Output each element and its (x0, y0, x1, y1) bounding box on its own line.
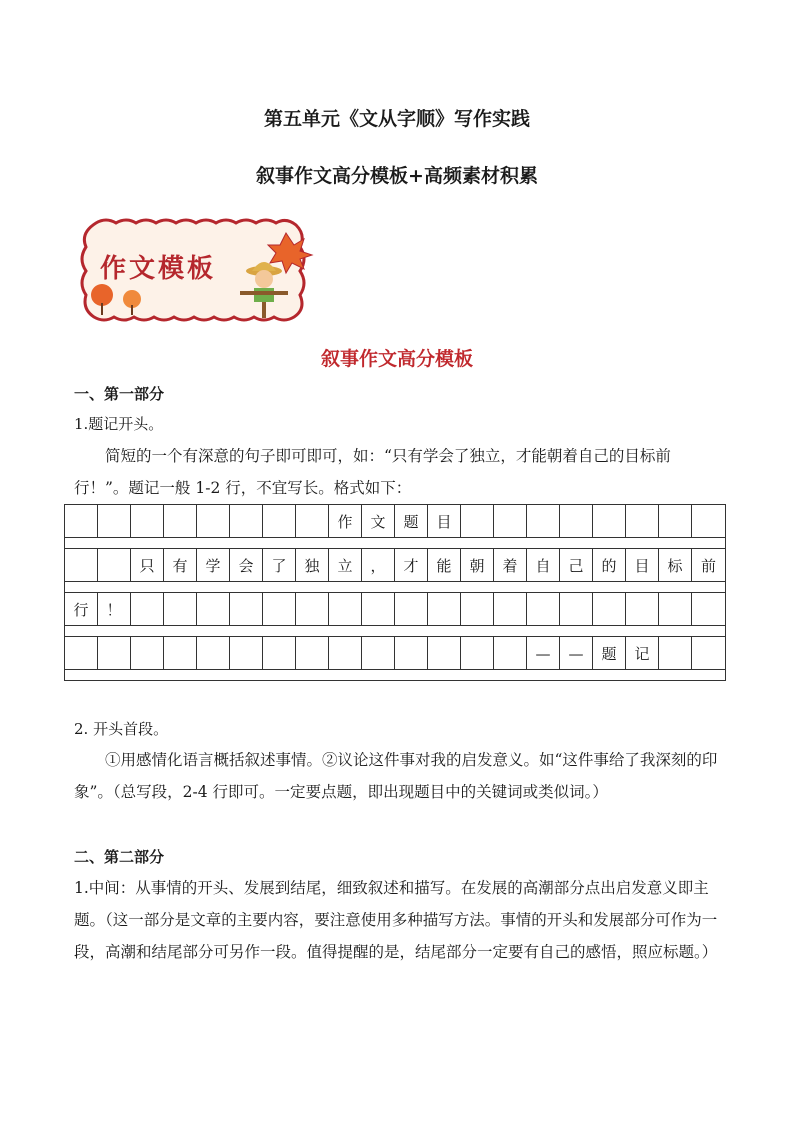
grid-cell (428, 637, 461, 670)
grid-cell (395, 637, 428, 670)
grid-cell (263, 593, 296, 626)
grid-cell (329, 593, 362, 626)
item2-paragraph: ①用感情化语言概括叙述事情。②议论这件事对我的启发意义。如“这件事给了我深刻的印象”。（总写段，2-4 行即可。一定要点题，即出现题目中的关键词或类似词。） (74, 751, 718, 801)
grid-cell: 标 (659, 549, 692, 582)
grid-row (64, 592, 726, 625)
grid-cell (362, 593, 395, 626)
grid-spacer (64, 625, 726, 636)
grid-cell (131, 637, 164, 670)
grid-cell: 立 (329, 549, 362, 582)
part2-paragraph: 1.中间：从事情的开头、发展到结尾，细致叙述和描写。在发展的高潮部分点出启发意义即主题。（这一部分是文章的主要内容，要注意使用多种描写方法。事情的开头和发展部分可作为一段，高潮和结尾部分可另作一段。值得提醒的是，结尾部分一定要有自己的感悟，照应标题。） (74, 879, 718, 961)
grid-cell (197, 593, 230, 626)
grid-cell (560, 593, 593, 626)
grid-cell (164, 505, 197, 538)
grid-cell (428, 593, 461, 626)
grid-cell (461, 505, 494, 538)
grid-cell: 的 (593, 549, 626, 582)
part2-heading: 二、第二部分 (74, 848, 165, 866)
grid-cell (692, 505, 725, 538)
grid-cell: 独 (296, 549, 329, 582)
grid-cell: 目 (626, 549, 659, 582)
grid-cell: 朝 (461, 549, 494, 582)
grid-cell (527, 593, 560, 626)
grid-cell: 题 (395, 505, 428, 538)
grid-cell (296, 593, 329, 626)
item1-paragraph: 简短的一个有深意的句子即可即可，如：“只有学会了独立，才能朝着自己的目标前行！”。题记一般 1-2 行，不宜写长。格式如下： (74, 447, 671, 497)
grid-cell (131, 505, 164, 538)
grid-cell (65, 505, 98, 538)
grid-cell: 自 (527, 549, 560, 582)
grid-cell (131, 593, 164, 626)
grid-cell (659, 593, 692, 626)
grid-spacer (64, 669, 726, 681)
grid-cell (692, 637, 725, 670)
grid-cell (494, 505, 527, 538)
grid-cell: 学 (197, 549, 230, 582)
grid-cell: 着 (494, 549, 527, 582)
grid-cell: 才 (395, 549, 428, 582)
document-title: 第五单元《文从字顺》写作实践 (263, 108, 530, 130)
grid-cell (593, 593, 626, 626)
grid-row (64, 548, 726, 581)
grid-cell (362, 637, 395, 670)
grid-cell: ！ (98, 593, 131, 626)
grid-cell: 前 (700, 557, 716, 575)
grid-cell (65, 637, 98, 670)
manuscript-grid (64, 504, 726, 681)
grid-cell (659, 637, 692, 670)
grid-cell: 只 (131, 549, 164, 582)
grid-cell (164, 637, 197, 670)
grid-row (64, 504, 726, 537)
grid-cell: 题 (593, 637, 626, 670)
grid-cell (527, 505, 560, 538)
grid-cell (98, 637, 131, 670)
grid-cell (230, 505, 263, 538)
grid-cell: 目 (428, 505, 461, 538)
part1-heading: 一、第一部分 (74, 385, 165, 403)
grid-cell (296, 505, 329, 538)
grid-cell (164, 593, 197, 626)
grid-cell (263, 505, 296, 538)
grid-cell: 记 (626, 637, 659, 670)
grid-cell (230, 593, 263, 626)
grid-cell: 己 (560, 549, 593, 582)
grid-cell (494, 637, 527, 670)
grid-cell (560, 505, 593, 538)
composition-template-banner (74, 215, 314, 327)
document-subtitle: 叙事作文高分模板+高频素材积累 (256, 165, 538, 187)
item1-label: 1.题记开头。 (74, 415, 164, 433)
grid-cell (230, 637, 263, 670)
grid-spacer (64, 537, 726, 548)
grid-cell: — (527, 637, 560, 670)
grid-cell: — (560, 637, 593, 670)
grid-cell (98, 505, 131, 538)
grid-cell (461, 593, 494, 626)
item2-label: 2. 开头首段。 (74, 720, 169, 738)
grid-cell (197, 637, 230, 670)
grid-cell (329, 637, 362, 670)
grid-cell (296, 637, 329, 670)
grid-cell (197, 505, 230, 538)
grid-cell: ， (362, 549, 395, 582)
grid-cell (626, 505, 659, 538)
grid-cell (65, 549, 98, 582)
grid-cell: 了 (263, 549, 296, 582)
grid-row (64, 636, 726, 669)
section-heading: 叙事作文高分模板 (320, 348, 473, 370)
grid-cell (494, 593, 527, 626)
grid-cell: 行 (65, 593, 98, 626)
grid-cell (263, 637, 296, 670)
grid-cell: 有 (164, 549, 197, 582)
grid-cell (98, 549, 131, 582)
banner-text: 作文模板 (100, 254, 217, 284)
grid-cell (626, 593, 659, 626)
grid-cell: 能 (428, 549, 461, 582)
grid-cell (395, 593, 428, 626)
grid-cell: 作 (329, 505, 362, 538)
grid-cell: 文 (362, 505, 395, 538)
grid-cell (692, 593, 725, 626)
grid-cell (461, 637, 494, 670)
grid-cell (659, 505, 692, 538)
grid-cell: 会 (230, 549, 263, 582)
grid-cell (593, 505, 626, 538)
grid-spacer (64, 581, 726, 592)
